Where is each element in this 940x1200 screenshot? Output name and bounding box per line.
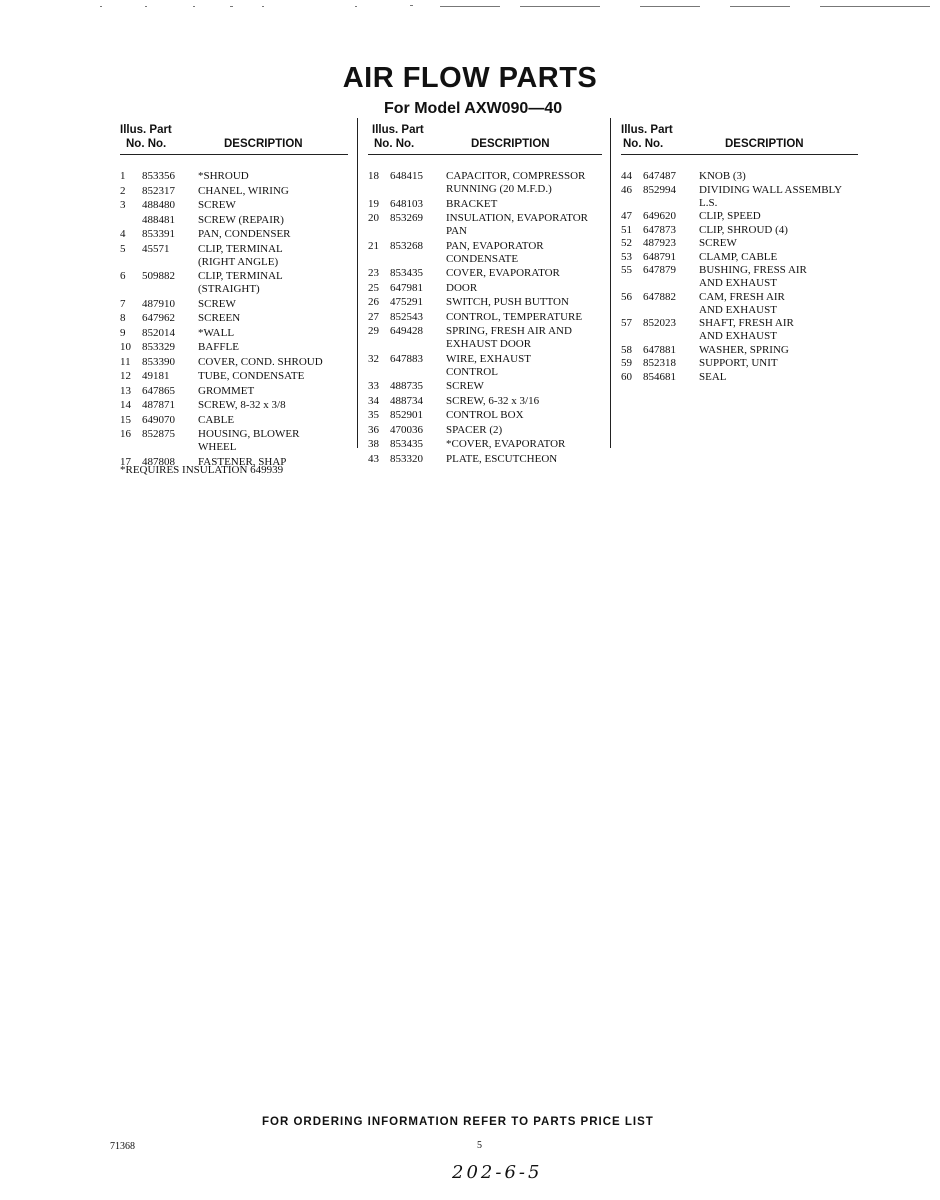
header-rule bbox=[621, 154, 858, 155]
part-description bbox=[198, 414, 234, 427]
parts-row bbox=[368, 311, 598, 324]
illus-no: 57 bbox=[621, 317, 632, 329]
part-no: 470036 bbox=[390, 423, 423, 436]
description-line: (RIGHT ANGLE) bbox=[198, 255, 279, 268]
parts-row bbox=[120, 170, 350, 183]
description-line: BRACKET bbox=[446, 197, 498, 210]
illus-no: 2 bbox=[120, 184, 126, 197]
part-description bbox=[446, 170, 585, 196]
description-line: CHANEL, WIRING bbox=[198, 184, 289, 197]
part-no: 853391 bbox=[142, 228, 175, 240]
part-description bbox=[699, 371, 727, 384]
description-line: AND EXHAUST bbox=[699, 330, 777, 342]
parts-row bbox=[368, 438, 598, 451]
parts-row bbox=[368, 240, 598, 266]
handwritten-note: 202-6-5 bbox=[452, 1162, 543, 1183]
description-line: CABLE bbox=[198, 413, 235, 426]
part-no: 853269 bbox=[390, 212, 423, 224]
header-description: DESCRIPTION bbox=[471, 138, 550, 150]
parts-row bbox=[120, 414, 350, 427]
part-no: 509882 bbox=[142, 270, 175, 282]
part-description bbox=[699, 251, 777, 264]
parts-row bbox=[621, 224, 851, 237]
header-description: DESCRIPTION bbox=[725, 138, 804, 150]
part-no: 475291 bbox=[390, 296, 423, 308]
parts-row bbox=[120, 312, 350, 325]
part-description bbox=[198, 270, 283, 296]
part-description bbox=[699, 210, 761, 223]
illus-no: 4 bbox=[120, 228, 126, 240]
illus-no: 26 bbox=[368, 296, 379, 308]
description-line: AND EXHAUST bbox=[699, 303, 777, 316]
illus-no: 60 bbox=[621, 370, 632, 383]
description-line: WIRE, EXHAUST bbox=[446, 352, 531, 365]
parts-row bbox=[621, 344, 851, 357]
description-line: CLIP, SPEED bbox=[699, 210, 761, 222]
description-line: L.S. bbox=[699, 196, 718, 209]
description-line: PLATE, ESCUTCHEON bbox=[446, 452, 558, 465]
illus-no: 16 bbox=[120, 428, 131, 440]
illus-no: 59 bbox=[621, 357, 632, 369]
column-divider-left bbox=[357, 118, 358, 448]
column-header bbox=[621, 120, 861, 156]
part-description bbox=[446, 353, 531, 379]
illus-no: 56 bbox=[621, 290, 632, 303]
part-no: 852901 bbox=[390, 409, 423, 421]
part-no: 487923 bbox=[643, 237, 676, 249]
description-line: AND EXHAUST bbox=[699, 277, 777, 289]
illus-no: 34 bbox=[368, 394, 379, 407]
parts-column-2 bbox=[368, 120, 604, 465]
parts-row bbox=[120, 341, 350, 354]
part-no: 853390 bbox=[142, 355, 175, 368]
description-line: EXHAUST DOOR bbox=[446, 338, 532, 350]
part-no: 853329 bbox=[142, 341, 175, 353]
part-no: 647879 bbox=[643, 264, 676, 276]
part-description bbox=[198, 327, 234, 340]
illus-no: 21 bbox=[368, 239, 379, 252]
parts-row bbox=[120, 199, 350, 212]
part-description bbox=[446, 311, 582, 324]
description-line: SPACER (2) bbox=[446, 423, 503, 436]
part-description bbox=[198, 356, 323, 369]
part-description bbox=[446, 438, 565, 451]
column-header bbox=[368, 120, 604, 156]
header-rule bbox=[120, 154, 348, 155]
part-description bbox=[699, 291, 785, 317]
part-no: 487808 bbox=[142, 455, 175, 468]
description-line: INSULATION, EVAPORATOR bbox=[446, 212, 588, 224]
illus-no: 46 bbox=[621, 183, 632, 196]
part-no: 649620 bbox=[643, 210, 676, 222]
description-line: GROMMET bbox=[198, 384, 255, 397]
part-no: 647873 bbox=[643, 223, 676, 236]
part-no: 649428 bbox=[390, 325, 423, 337]
description-line: PAN, EVAPORATOR bbox=[446, 239, 544, 252]
part-no: 488734 bbox=[390, 394, 423, 407]
parts-row bbox=[120, 399, 350, 412]
description-line: SCREW, 6-32 x 3/16 bbox=[446, 394, 540, 407]
description-line: WASHER, SPRING bbox=[699, 343, 789, 356]
illus-no: 43 bbox=[368, 452, 379, 465]
parts-row bbox=[368, 282, 598, 295]
part-no: 647881 bbox=[643, 343, 676, 356]
part-description bbox=[446, 296, 569, 309]
part-description bbox=[198, 185, 289, 198]
part-no: 487910 bbox=[142, 297, 175, 310]
description-line: CONTROL bbox=[446, 365, 498, 378]
description-line: CAM, FRESH AIR bbox=[699, 290, 785, 303]
part-description bbox=[198, 370, 304, 383]
part-no: 45571 bbox=[142, 242, 170, 255]
part-description bbox=[699, 344, 789, 357]
parts-row bbox=[368, 424, 598, 437]
illus-no: 38 bbox=[368, 438, 379, 450]
description-line: SPRING, FRESH AIR AND bbox=[446, 325, 572, 337]
part-description bbox=[446, 212, 588, 238]
illus-no: 25 bbox=[368, 281, 379, 294]
parts-row bbox=[368, 198, 598, 211]
header-no-no: No. No. bbox=[126, 138, 167, 150]
part-description bbox=[446, 267, 560, 280]
description-line: SCREW bbox=[198, 297, 236, 310]
illus-no: 33 bbox=[368, 380, 379, 392]
illus-no: 53 bbox=[621, 250, 632, 263]
illus-no: 36 bbox=[368, 423, 379, 436]
part-description bbox=[446, 282, 477, 295]
part-no: 853356 bbox=[142, 170, 175, 182]
part-description bbox=[699, 170, 746, 183]
parts-row bbox=[120, 243, 350, 269]
parts-row bbox=[120, 270, 350, 296]
parts-row bbox=[368, 453, 598, 466]
description-line: SCREW bbox=[699, 237, 737, 249]
parts-row bbox=[368, 267, 598, 280]
description-line: CAPACITOR, COMPRESSOR bbox=[446, 170, 586, 182]
part-no: 647865 bbox=[142, 384, 175, 397]
part-description bbox=[198, 428, 299, 454]
part-no: 852317 bbox=[142, 184, 175, 197]
parts-row bbox=[368, 170, 598, 196]
parts-row bbox=[120, 185, 350, 198]
parts-row bbox=[621, 291, 851, 317]
header-description: DESCRIPTION bbox=[224, 138, 303, 150]
part-description bbox=[446, 409, 524, 422]
parts-row bbox=[368, 409, 598, 422]
part-no: 853268 bbox=[390, 239, 423, 252]
ordering-note: FOR ORDERING INFORMATION REFER TO PARTS PRICE LIST bbox=[262, 1116, 654, 1128]
description-line: SWITCH, PUSH BUTTON bbox=[446, 296, 569, 308]
parts-row bbox=[120, 298, 350, 311]
illus-no: 1 bbox=[120, 170, 126, 182]
illus-no: 8 bbox=[120, 312, 126, 324]
part-description bbox=[446, 395, 539, 408]
description-line: SEAL bbox=[699, 370, 727, 383]
illus-no: 27 bbox=[368, 310, 379, 323]
description-line: DIVIDING WALL ASSEMBLY bbox=[699, 183, 843, 196]
parts-row bbox=[621, 251, 851, 264]
part-no: 49181 bbox=[142, 370, 170, 382]
header-illus-part: Illus. Part bbox=[120, 124, 172, 136]
illus-no: 11 bbox=[120, 355, 131, 368]
part-description bbox=[699, 264, 807, 290]
part-description bbox=[699, 357, 778, 370]
illus-no: 6 bbox=[120, 270, 126, 282]
part-description bbox=[198, 341, 239, 354]
page-title: AIR FLOW PARTS bbox=[342, 62, 598, 94]
parts-row bbox=[120, 370, 350, 383]
description-line: CONTROL BOX bbox=[446, 409, 524, 421]
header-rule bbox=[368, 154, 602, 155]
part-no: 488480 bbox=[142, 199, 175, 211]
part-description bbox=[446, 198, 497, 211]
parts-row bbox=[368, 296, 598, 309]
parts-row bbox=[120, 428, 350, 454]
parts-row bbox=[621, 184, 851, 210]
description-line: SCREEN bbox=[198, 312, 241, 324]
description-line: CLIP, SHROUD (4) bbox=[699, 223, 788, 236]
part-no: 647962 bbox=[142, 312, 175, 324]
parts-row bbox=[120, 327, 350, 340]
description-line: *WALL bbox=[198, 326, 235, 339]
model-subtitle: For Model AXW090—40 bbox=[384, 100, 563, 117]
illus-no: 3 bbox=[120, 199, 126, 211]
parts-row bbox=[621, 170, 851, 183]
illus-no: 55 bbox=[621, 264, 632, 276]
part-no: 647487 bbox=[643, 170, 676, 182]
part-description bbox=[446, 325, 572, 351]
illus-no: 44 bbox=[621, 170, 632, 182]
parts-row bbox=[120, 214, 350, 227]
illus-no: 18 bbox=[368, 170, 379, 182]
part-description bbox=[446, 453, 557, 466]
illus-no: 13 bbox=[120, 384, 131, 397]
description-line: FASTENER, SHAP bbox=[198, 455, 287, 468]
description-line: BUSHING, FRESS AIR bbox=[699, 264, 807, 276]
parts-row bbox=[368, 395, 598, 408]
description-line: PAN, CONDENSER bbox=[198, 228, 291, 240]
part-no: 852994 bbox=[643, 183, 676, 196]
description-line: *SHROUD bbox=[198, 170, 249, 182]
part-no: 853435 bbox=[390, 267, 423, 279]
part-no: 852023 bbox=[643, 317, 676, 329]
illus-no: 51 bbox=[621, 223, 632, 236]
parts-row bbox=[120, 356, 350, 369]
part-no: 853435 bbox=[390, 438, 423, 450]
insulation-footnote: *REQUIRES INSULATION 649939 bbox=[120, 464, 284, 476]
part-no: 854681 bbox=[643, 370, 676, 383]
description-line: (STRAIGHT) bbox=[198, 283, 260, 295]
illus-no: 15 bbox=[120, 413, 131, 426]
document-number: 71368 bbox=[110, 1141, 135, 1152]
part-description bbox=[446, 240, 544, 266]
description-line: SUPPORT, UNIT bbox=[699, 357, 778, 369]
part-description bbox=[198, 214, 284, 227]
part-description bbox=[699, 317, 794, 343]
column-header bbox=[120, 120, 348, 156]
illus-no: 14 bbox=[120, 399, 131, 411]
description-line: CLIP, TERMINAL bbox=[198, 242, 283, 255]
part-description bbox=[198, 170, 249, 183]
description-line: COVER, EVAPORATOR bbox=[446, 267, 560, 279]
part-description bbox=[198, 312, 240, 325]
part-description bbox=[446, 380, 484, 393]
description-line: KNOB (3) bbox=[699, 170, 746, 182]
header-no-no: No. No. bbox=[374, 138, 415, 150]
illus-no: 58 bbox=[621, 343, 632, 356]
description-line: SCREW bbox=[446, 380, 484, 392]
part-no: 852318 bbox=[643, 357, 676, 369]
part-description bbox=[198, 399, 286, 412]
part-description bbox=[198, 199, 236, 212]
description-line: CONTROL, TEMPERATURE bbox=[446, 310, 583, 323]
part-no: 647883 bbox=[390, 352, 423, 365]
description-line: CLIP, TERMINAL bbox=[198, 270, 283, 282]
part-no: 487871 bbox=[142, 399, 175, 411]
parts-row bbox=[621, 210, 851, 223]
illus-no: 20 bbox=[368, 212, 379, 224]
illus-no: 12 bbox=[120, 370, 131, 382]
illus-no: 17 bbox=[120, 455, 131, 468]
part-no: 648791 bbox=[643, 250, 676, 263]
parts-row bbox=[368, 212, 598, 238]
illus-no: 5 bbox=[120, 242, 126, 255]
illus-no: 29 bbox=[368, 325, 379, 337]
illus-no: 10 bbox=[120, 341, 131, 353]
description-line: TUBE, CONDENSATE bbox=[198, 370, 305, 382]
description-line: SCREW (REPAIR) bbox=[198, 213, 284, 226]
header-no-no: No. No. bbox=[623, 138, 664, 150]
part-no: 649070 bbox=[142, 413, 175, 426]
page-number: 5 bbox=[477, 1140, 482, 1151]
part-no: 488481 bbox=[142, 213, 175, 226]
description-line: PAN bbox=[446, 225, 467, 237]
illus-no: 23 bbox=[368, 267, 379, 279]
parts-row bbox=[120, 385, 350, 398]
parts-row bbox=[621, 237, 851, 250]
part-description bbox=[198, 385, 254, 398]
illus-no: 35 bbox=[368, 409, 379, 421]
part-no: 853320 bbox=[390, 452, 423, 465]
part-description bbox=[198, 298, 236, 311]
part-description bbox=[699, 184, 842, 210]
description-line: *COVER, EVAPORATOR bbox=[446, 438, 566, 450]
parts-row bbox=[621, 371, 851, 384]
illus-no: 19 bbox=[368, 197, 379, 210]
header-illus-part: Illus. Part bbox=[372, 124, 424, 136]
description-line: SCREW, 8-32 x 3/8 bbox=[198, 399, 286, 411]
illus-no: 47 bbox=[621, 210, 632, 222]
part-no: 852875 bbox=[142, 428, 175, 440]
parts-row bbox=[368, 325, 598, 351]
description-line: DOOR bbox=[446, 281, 478, 294]
parts-row bbox=[621, 264, 851, 290]
description-line: WHEEL bbox=[198, 441, 237, 453]
parts-row bbox=[368, 353, 598, 379]
illus-no: 7 bbox=[120, 297, 126, 310]
parts-row bbox=[368, 380, 598, 393]
description-line: RUNNING (20 M.F.D.) bbox=[446, 183, 552, 195]
illus-no: 52 bbox=[621, 237, 632, 249]
description-line: CONDENSATE bbox=[446, 252, 519, 265]
part-no: 647882 bbox=[643, 290, 676, 303]
description-line: SHAFT, FRESH AIR bbox=[699, 317, 794, 329]
description-line: HOUSING, BLOWER bbox=[198, 428, 300, 440]
column-divider-right bbox=[610, 118, 611, 448]
part-no: 647981 bbox=[390, 281, 423, 294]
description-line: SCREW bbox=[198, 199, 236, 211]
part-description bbox=[699, 237, 737, 250]
scan-noise bbox=[0, 0, 940, 14]
part-no: 648415 bbox=[390, 170, 423, 182]
part-description bbox=[699, 224, 788, 237]
part-no: 488735 bbox=[390, 380, 423, 392]
part-no: 852543 bbox=[390, 310, 423, 323]
part-description bbox=[446, 424, 502, 437]
parts-row bbox=[120, 228, 350, 241]
part-no: 852014 bbox=[142, 326, 175, 339]
parts-row bbox=[621, 317, 851, 343]
description-line: COVER, COND. SHROUD bbox=[198, 355, 323, 368]
parts-row bbox=[621, 357, 851, 370]
illus-no: 9 bbox=[120, 326, 126, 339]
part-no: 648103 bbox=[390, 197, 423, 210]
illus-no: 32 bbox=[368, 352, 379, 365]
header-illus-part: Illus. Part bbox=[621, 124, 673, 136]
description-line: CLAMP, CABLE bbox=[699, 250, 778, 263]
part-description bbox=[198, 228, 291, 241]
parts-column-3 bbox=[621, 120, 861, 383]
part-description bbox=[198, 243, 283, 269]
parts-column-1 bbox=[120, 120, 348, 468]
description-line: BAFFLE bbox=[198, 341, 239, 353]
